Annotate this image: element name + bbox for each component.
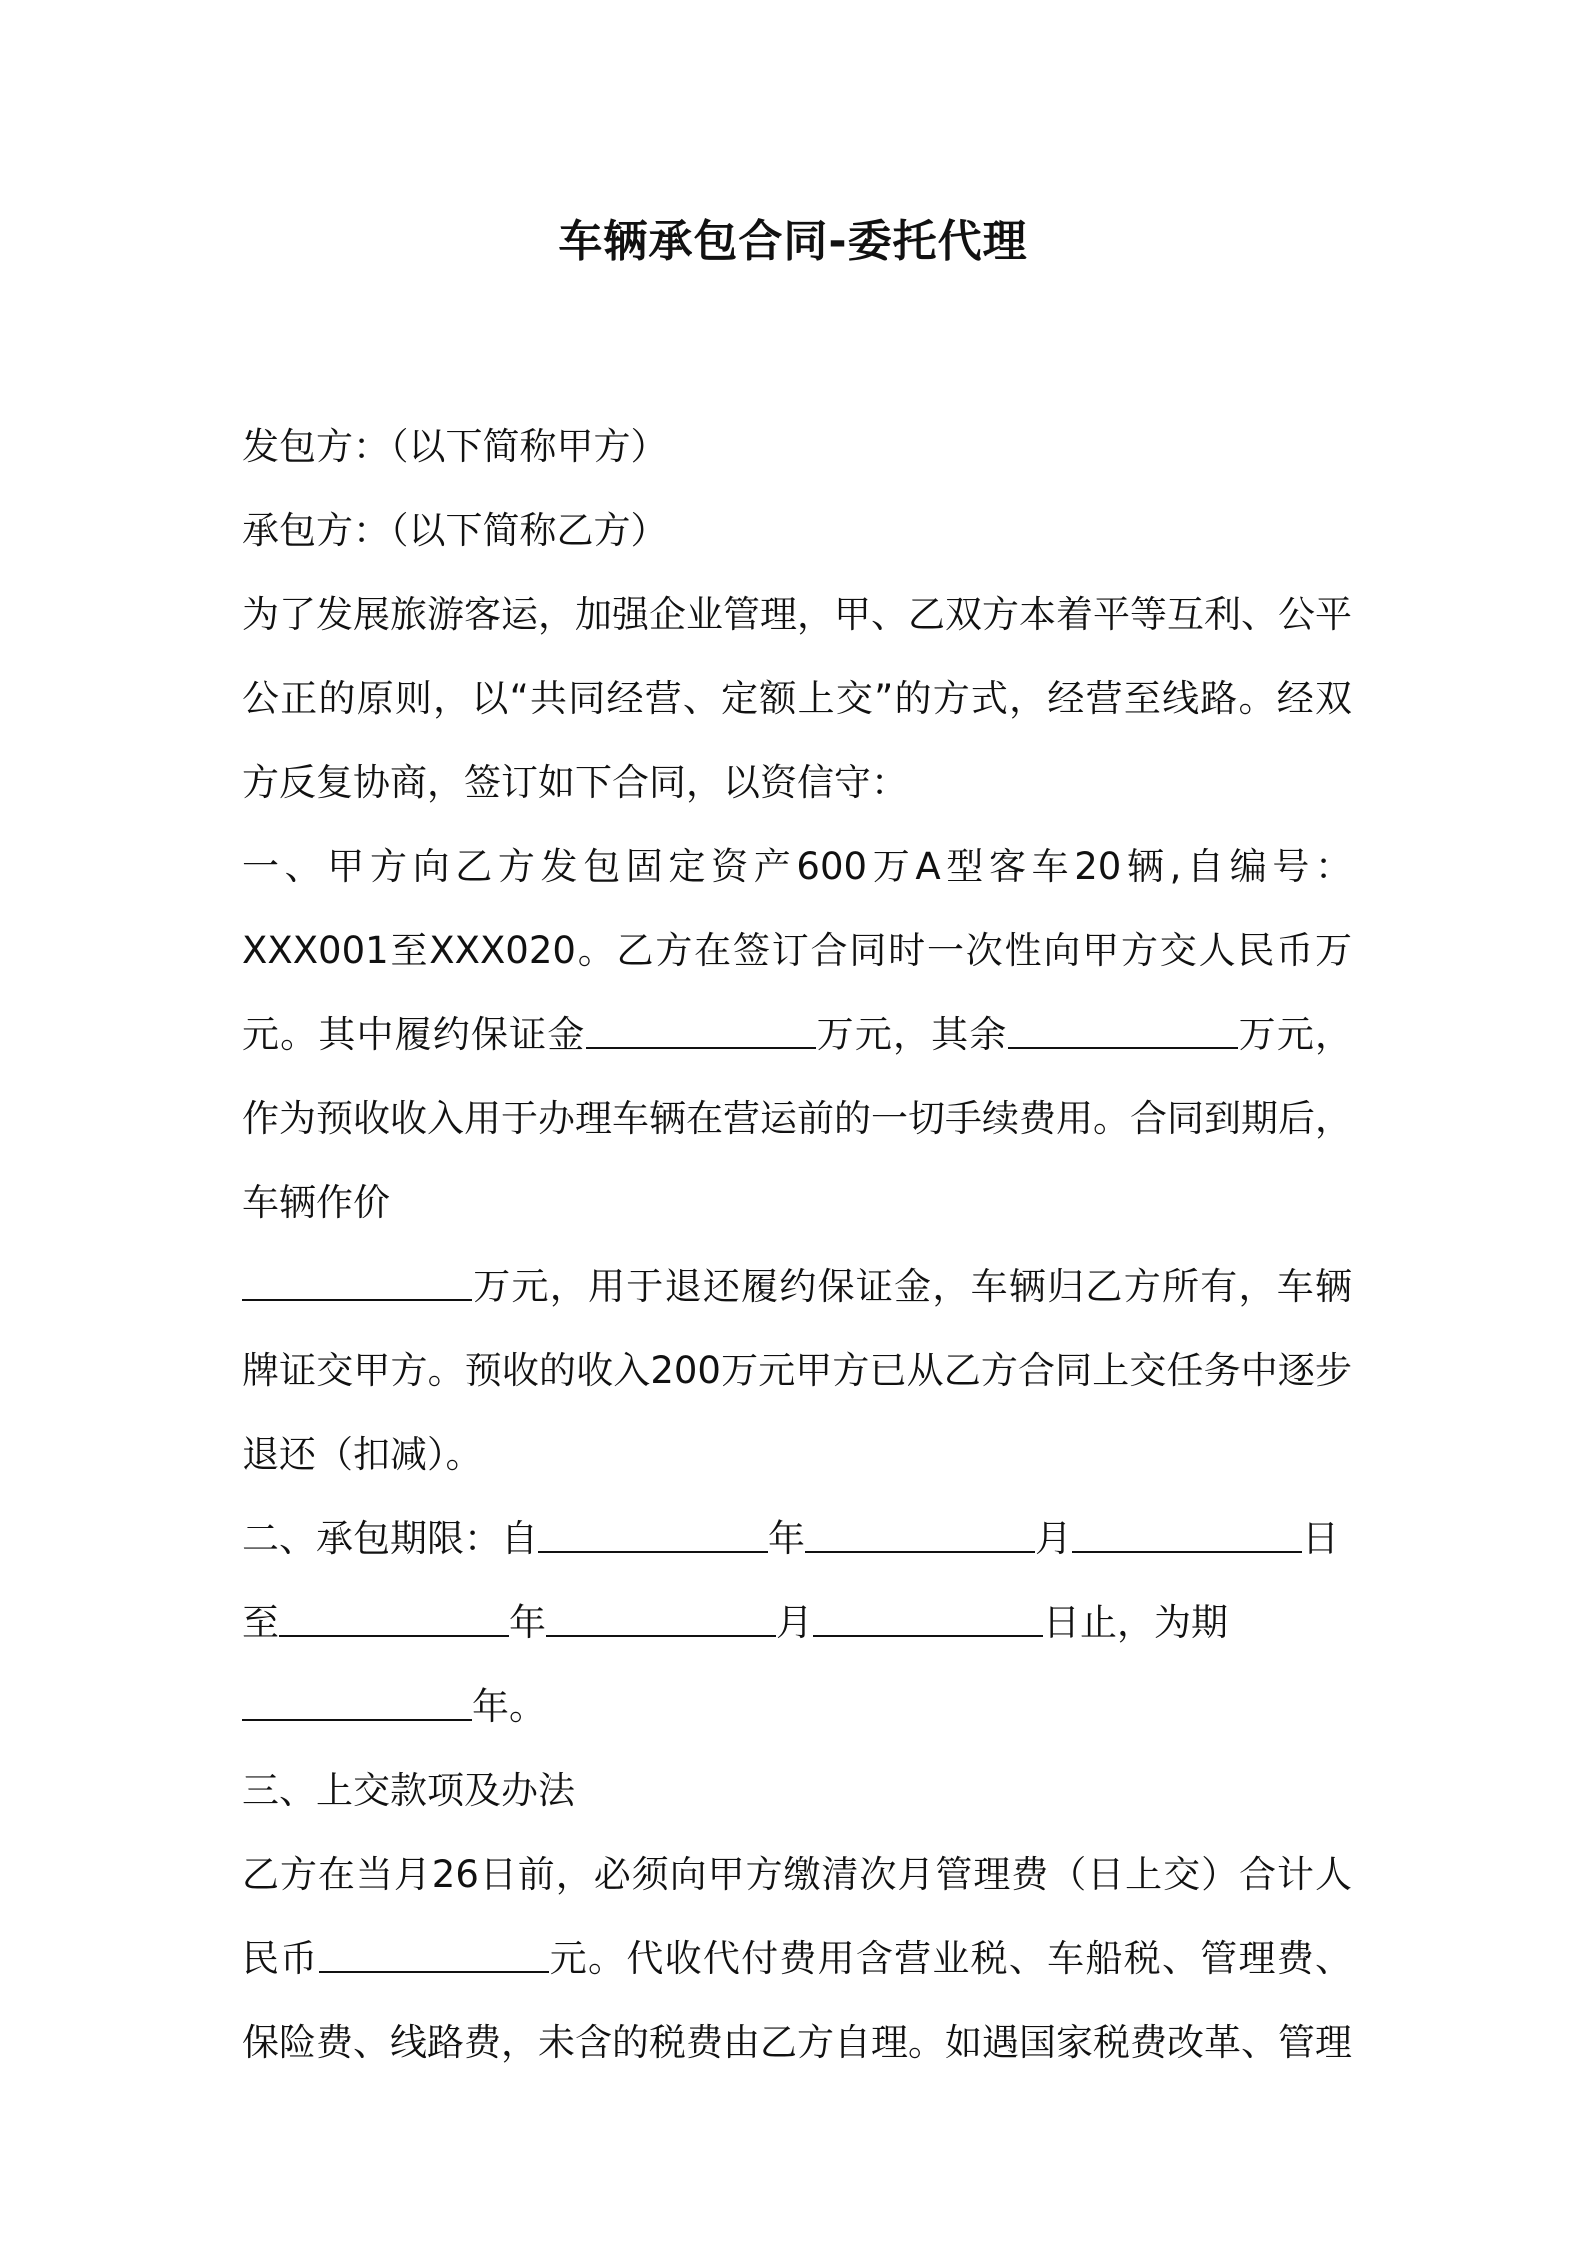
intro-paragraph: 为了发展旅游客运，加强企业管理，甲、乙双方本着平等互利、公平公正的原则，以“共同经营、定额上交”的方式，经营至线路。经双方反复协商，签订如下合同，以资信守： [242, 593, 1352, 804]
section-1-text-2: 万元，其余 [815, 1013, 1008, 1056]
end-year-blank [279, 1605, 509, 1637]
start-day-label: 日 [1302, 1517, 1339, 1560]
end-year-label: 年 [509, 1601, 546, 1644]
party-a-line: 发包方：（以下简称甲方） [242, 425, 668, 468]
end-month-blank [546, 1605, 776, 1637]
section-1-text-1: 一、甲方向乙方发包固定资产600万A型客车20辆,自编号：XXX001至XXX020。乙方在签订合同时一次性向甲方交人民币万元。其中履约保证金 [242, 845, 1352, 1056]
end-prefix: 至 [242, 1601, 279, 1644]
start-year-blank [538, 1521, 768, 1553]
end-month-label: 月 [776, 1601, 813, 1644]
end-day-blank [813, 1605, 1043, 1637]
document-title: 车辆承包合同-委托代理 [558, 216, 1028, 267]
start-day-blank [1072, 1521, 1302, 1553]
section-2-prefix: 二、承包期限：自 [242, 1517, 538, 1560]
document-body [242, 405, 1352, 2085]
party-b-line: 承包方：（以下简称乙方） [242, 509, 668, 552]
section-1-text-4: 万元，用于退还履约保证金，车辆归乙方所有，车辆牌证交甲方。预收的收入200万元甲方已从乙方合同上交任务中逐步退还（扣减）。 [242, 1265, 1352, 1476]
vehicle-value-blank [242, 1269, 472, 1301]
term-years-label: 年。 [472, 1685, 546, 1728]
section-1-text-3: 万元，作为预收收入用于办理车辆在营运前的一切手续费用。合同到期后，车辆作价 [242, 1013, 1352, 1224]
remaining-amount-blank [1008, 1017, 1238, 1049]
section-3-paragraph [242, 1833, 1352, 2085]
start-month-blank [805, 1521, 1035, 1553]
end-day-label: 日止，为期 [1043, 1601, 1228, 1644]
start-year-label: 年 [768, 1517, 805, 1560]
start-month-label: 月 [1035, 1517, 1072, 1560]
section-3-heading: 三、上交款项及办法 [242, 1769, 575, 1812]
section-2-paragraph [242, 1497, 1352, 1749]
section-3-text-1: 乙方在当月26日前，必须向甲方缴清次月管理费（日上交）合计人民币 [242, 1853, 1352, 1980]
term-years-blank [242, 1689, 472, 1721]
deposit-amount-blank [586, 1017, 816, 1049]
section-3-text-2: 元。代收代付费用含营业税、车船税、管理费、保险费、线路费，未含的税费由乙方自理。如遇国家税费改革、管理 [242, 1937, 1353, 2064]
section-1-paragraph [242, 825, 1352, 1497]
management-fee-blank [319, 1941, 549, 1973]
